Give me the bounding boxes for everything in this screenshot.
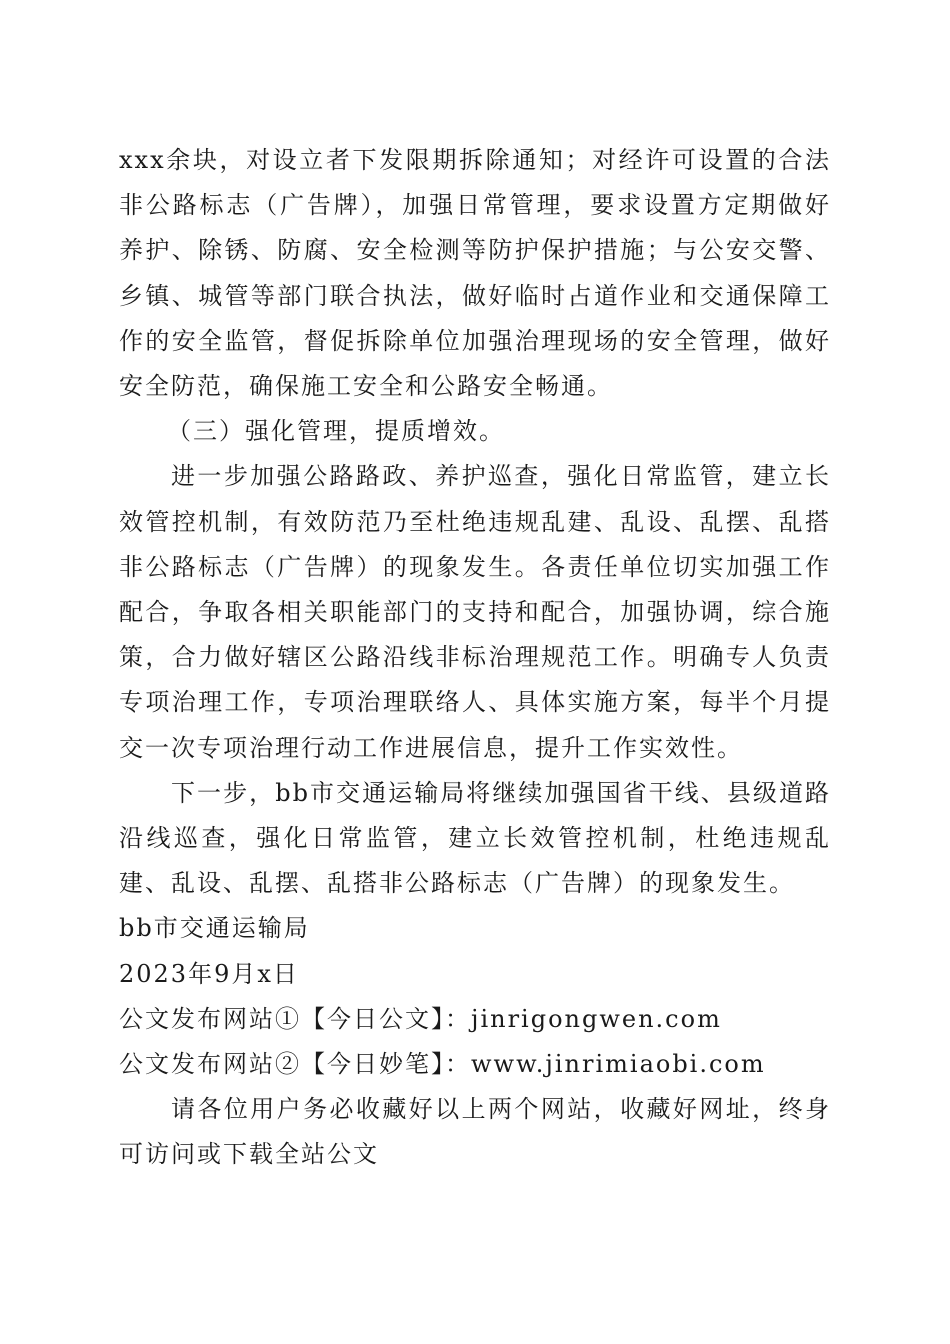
signature-org: bb市交通运输局 — [119, 914, 310, 943]
section-heading-3: （三）强化管理，提质增效。 — [167, 417, 505, 446]
footer-site-1: 公文发布网站①【今日公文】：jinrigongwen.com — [119, 1004, 722, 1033]
signature-date: 2023年9月x日 — [119, 959, 299, 988]
footer-site-2: 公文发布网站②【今日妙笔】：www.jinrimiaobi.com — [119, 1050, 766, 1079]
footer-notice: 请各位用户务必收藏好以上两个网站，收藏好网址，终身可访问或下载全站公文 — [119, 1095, 831, 1169]
document-body — [119, 138, 831, 1178]
paragraph-next-step: 下一步，bb市交通运输局将继续加强国省干线、县级道路沿线巡查，强化日常监管，建立长效管控机制，杜绝违规乱建、乱设、乱摆、乱搭非公路标志（广告牌）的现象发生。 — [119, 778, 831, 898]
paragraph-management: 进一步加强公路路政、养护巡查，强化日常监管，建立长效管控机制，有效防范乃至杜绝违规乱建、乱设、乱摆、乱搭非公路标志（广告牌）的现象发生。各责任单位切实加强工作配合，争取各相关职能部门的支持和配合，加强协调，综合施策，合力做好辖区公路沿线非标治理规范工作。明确专人负责专项治理工作，专项治理联络人、具体实施方案，每半个月提交一次专项治理行动工作进展信息，提升工作实效性。 — [119, 462, 831, 762]
paragraph-enforcement: xxx余块，对设立者下发限期拆除通知；对经许可设置的合法非公路标志（广告牌），加强日常管理，要求设置方定期做好养护、除锈、防腐、安全检测等防护保护措施；与公安交警、乡镇、城管等部门联合执法，做好临时占道作业和交通保障工作的安全监管，督促拆除单位加强治理现场的安全管理，做好安全防范，确保施工安全和公路安全畅通。 — [119, 146, 831, 401]
